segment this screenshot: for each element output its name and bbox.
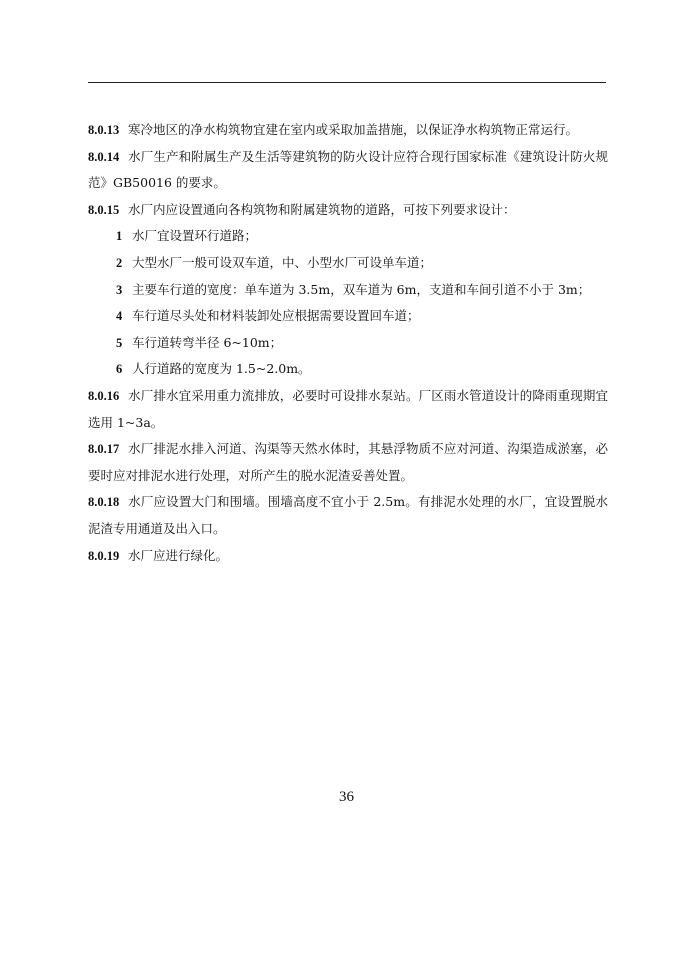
clause-text: 水厂内应设置通向各构筑物和附属建筑物的道路，可按下列要求设计： xyxy=(128,201,516,217)
list-item xyxy=(88,303,608,330)
clause-8-0-18 xyxy=(88,489,608,542)
item-number: 5 xyxy=(116,335,123,350)
clause-text: 水厂排泥水排入河道、沟渠等天然水体时，其悬浮物质不应对河道、沟渠造成淤塞，必要时应对排泥水进行处理，对所产生的脱水泥渣妥善处置。 xyxy=(88,441,608,483)
clause-8-0-19 xyxy=(88,543,608,570)
list-item xyxy=(88,277,608,304)
clause-number: 8.0.15 xyxy=(88,202,120,217)
list-item xyxy=(88,356,608,383)
item-text: 人行道路的宽度为 1.5~2.0m。 xyxy=(132,361,311,377)
clause-number: 8.0.13 xyxy=(88,123,120,137)
item-number: 1 xyxy=(116,229,123,244)
clause-number: 8.0.19 xyxy=(88,548,120,563)
clause-8-0-16 xyxy=(88,383,608,436)
list-item xyxy=(88,330,608,357)
clause-8-0-15 xyxy=(88,197,608,224)
list-item xyxy=(88,250,608,277)
item-number: 3 xyxy=(116,282,123,297)
clause-8-0-13 xyxy=(88,117,608,144)
item-text: 车行道转弯半径 6~10m； xyxy=(132,334,283,350)
item-number: 2 xyxy=(116,255,123,270)
item-text: 水厂宜设置环行道路； xyxy=(132,228,258,244)
clause-text: 水厂应进行绿化。 xyxy=(128,547,229,563)
page-number: 36 xyxy=(339,789,354,805)
clause-8-0-17 xyxy=(88,436,608,489)
list-item xyxy=(88,223,608,250)
clause-text: 水厂生产和附属生产及生活等建筑物的防火设计应符合现行国家标准《建筑设计防火规范》GB50016 的要求。 xyxy=(88,148,608,191)
clause-number: 8.0.17 xyxy=(88,442,120,457)
clause-number: 8.0.18 xyxy=(88,495,120,510)
clause-number: 8.0.16 xyxy=(88,388,120,403)
item-text: 主要车行道的宽度：单车道为 3.5m，双车道为 6m，支道和车间引道不小于 3m； xyxy=(132,281,591,297)
item-text: 大型水厂一般可设双车道，中、小型水厂可设单车道； xyxy=(132,254,433,270)
clause-text: 寒冷地区的净水构筑物宜建在室内或采取加盖措施，以保证净水构筑物正常运行。 xyxy=(128,122,579,137)
clause-8-0-14 xyxy=(88,144,608,197)
item-number: 6 xyxy=(116,362,123,377)
clause-text: 水厂排水宜采用重力流排放，必要时可设排水泵站。厂区雨水管道设计的降雨重现期宜选用 1~3a。 xyxy=(88,387,608,430)
item-number: 4 xyxy=(116,309,123,324)
item-text: 车行道尽头处和材料装卸处应根据需要设置回车道； xyxy=(132,308,420,324)
page-body xyxy=(88,117,608,569)
header-rule xyxy=(88,82,606,83)
clause-number: 8.0.14 xyxy=(88,149,120,164)
clause-text: 水厂应设置大门和围墙。围墙高度不宜小于 2.5m。有排泥水处理的水厂，宜设置脱水泥渣专用通道及出入口。 xyxy=(88,494,608,536)
